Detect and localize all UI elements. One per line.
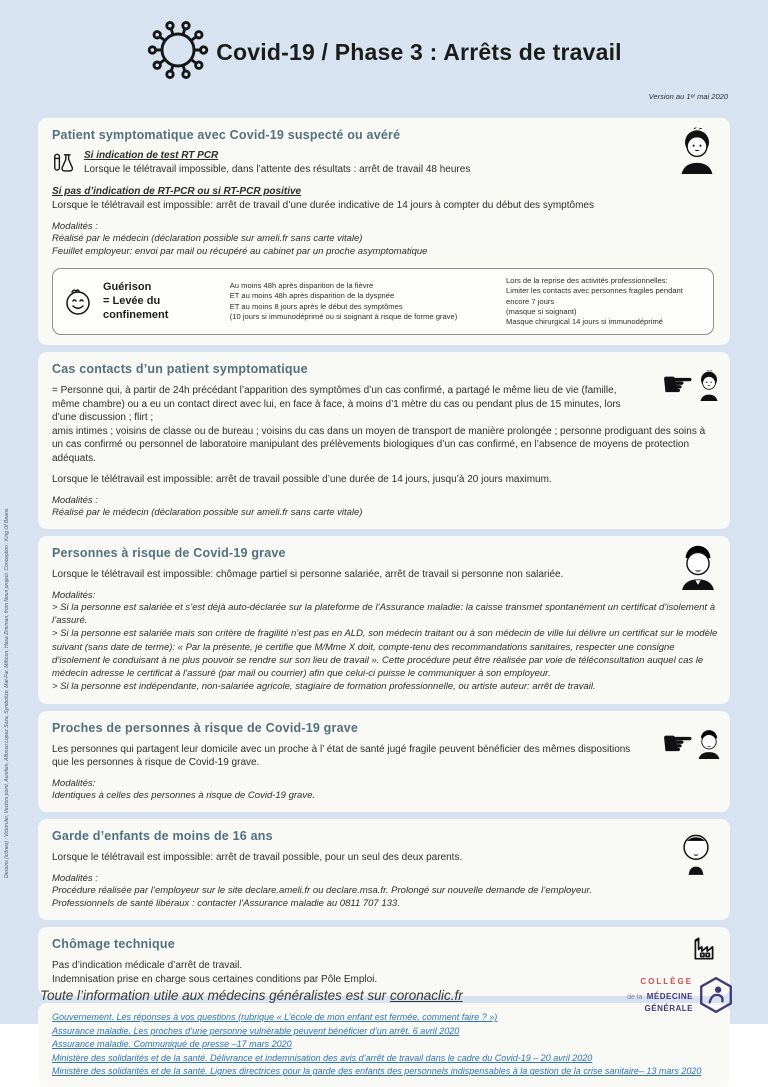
card-relatives-of-at-risk	[38, 711, 730, 812]
girl-face-icon	[674, 827, 718, 880]
recovery-criteria	[230, 281, 496, 322]
pointing-hand-icon: ☛	[660, 366, 695, 405]
modalites-lines	[52, 601, 718, 694]
elderly-face-icon	[678, 544, 718, 595]
modalites-line: Identiques à celles des personnes à risque de Covid-19 grave.	[52, 789, 315, 801]
credits-vertical-text: Dessins (icônes) : Victoruler, Vectors point, Aurelien, Alfonso Lopez Soza, Symbolize, Mat-Far, Mikicon, Hasa Zimiman, from Noun project. Conception : King Of Beans.	[4, 507, 10, 878]
card-title: Patient symptomatique avec Covid-19 suspecté ou avéré	[52, 128, 401, 142]
coronaclic-link[interactable]: coronaclic.fr	[389, 987, 463, 1003]
card-title: Garde d’enfants de moins de 16 ans	[52, 829, 273, 844]
pcr-indication-heading: Si indication de test RT PCR	[84, 150, 219, 161]
card-childcare	[38, 819, 730, 920]
reference-link[interactable]: Ministère des solidarités et de la santé. Délivrance et indemnisation des avis d’arrêt de travail dans le cadre du Covid-19 – 20 avril 2020	[52, 1052, 593, 1063]
lab-test-icon	[52, 151, 76, 177]
modalites-lines	[52, 232, 718, 259]
modalites-lines	[52, 506, 718, 519]
relatives-rule: Les personnes qui partagent leur domicile avec un proche à l’ état de santé jugé fragile peuvent bénéficier des mêmes dispositions que les personnes à risque de Covid-19 grave.	[52, 743, 631, 769]
at-risk-rule: Lorsque le télétravail est impossible: chômage partiel si personne salariée, arrêt de travail si personne non salariée.	[52, 569, 564, 581]
childcare-rule: Lorsque le télétravail est impossible: arrêt de travail possible, pour un seul des deux parents.	[52, 852, 463, 864]
modalites-label: Modalités:	[52, 589, 96, 601]
recovery-return-rules	[506, 276, 703, 327]
contact-definition-1: = Personne qui, à partir de 24h précédant l’apparition des symptômes d’un cas confirmé, a partagé le même lieu de vie (famille, même chambre) ou a eu un contact direct avec lui, en face à face, à moins d’1 mètre du cas ou pendant plus de 15 minutes, lors d’une discussion ; flirt ;	[52, 385, 621, 424]
page-footer	[0, 972, 768, 1024]
no-pcr-heading: Si pas d’indication de RT-PCR ou si RT-PCR positive	[52, 186, 302, 197]
hexagon-person-icon	[698, 976, 734, 1014]
technical-line: Pas d’indication médicale d’arrêt de travail.	[52, 960, 243, 972]
pcr-indication-body: Lorsque le télétravail impossible, dans l’attente des résultats : arrêt de travail 48 heures	[84, 164, 471, 175]
pointing-hand-and-boy-face-icon	[661, 366, 722, 404]
cards-column	[38, 118, 730, 1087]
modalites-block	[52, 778, 718, 802]
pointing-hand-icon: ☛	[660, 724, 695, 763]
college-medecine-generale-logo	[627, 976, 734, 1014]
modalites-label: Modalités :	[52, 494, 98, 506]
card-title: Personnes à risque de Covid-19 grave	[52, 546, 286, 561]
card-contact-cases	[38, 352, 730, 529]
modalites-block	[52, 221, 718, 259]
modalites-block	[52, 495, 718, 519]
recovery-title: Guérison = Levée du confinement	[103, 281, 169, 321]
recovery-return-line: (masque si soignant)	[506, 306, 577, 316]
modalites-block	[52, 590, 718, 694]
modalites-line: Réalisé par le médecin (déclaration possible sur ameli.fr sans carte vitale)	[52, 232, 363, 244]
modalites-block	[52, 873, 718, 911]
modalites-line: Professionnels de santé libéraux : contacter l’Assurance maladie au 0811 707 133.	[52, 897, 400, 909]
no-pcr-body: Lorsque le télétravail est impossible: arrêt de travail d’une durée indicative de 14 jours à compter du début des symptômes	[52, 200, 594, 211]
factory-icon	[690, 935, 718, 968]
reference-link[interactable]: Assurance maladie. Communiqué de presse –17 mars 2020	[52, 1039, 292, 1050]
modalites-line: > Si la personne est indépendante, non-salariée agricole, stagiaire de formation professionnelle, ou artiste auteur: arrêt de travail.	[52, 681, 596, 693]
recovery-box	[52, 268, 714, 335]
version-label: Version au 1ᵉʳ mai 2020	[648, 92, 728, 101]
reference-link[interactable]: Gouvernement. Les réponses à vos questions (rubrique « L’école de mon enfant est fermée, comment faire ? »)	[52, 1012, 498, 1023]
elderly-face-icon	[696, 729, 722, 759]
recovery-criteria-line: ET au moins 8 jours après le début des symptômes	[229, 301, 403, 311]
card-title: Proches de personnes à risque de Covid-19 grave	[52, 720, 359, 735]
coronavirus-icon	[146, 18, 210, 82]
page-title: Covid-19 / Phase 3 : Arrêts de travail	[216, 38, 622, 65]
card-symptomatic-patient	[38, 118, 730, 345]
card-title: Chômage technique	[52, 937, 175, 952]
reference-link[interactable]: Assurance maladie. Les proches d’une personne vulnérable peuvent bénéficier d’un arrêt. 6 avril 2020	[52, 1025, 460, 1036]
contact-rule: Lorsque le télétravail est impossible: arrêt de travail possible d’une durée de 14 jours, jusqu’à 20 jours maximum.	[52, 474, 552, 486]
card-at-risk-persons	[38, 536, 730, 704]
logo-text: COLLÈGE de la MÉDECINE GÉNÉRALE	[627, 976, 693, 1014]
technical-line: Indemnisation prise en charge sous certaines conditions par Pôle Emploi.	[52, 973, 378, 985]
smiling-face-icon	[63, 286, 93, 318]
contact-definition-2: amis intimes ; voisins de classe ou de bureau ; voisins du cas dans un moyen de transport de manière prolongée ; personne prodiguant des soins à un cas confirmé ou personnel de laboratoire manipulant des prélèvements biologiques d’un cas confirmé, en l’absence de moyens de protection adéquats.	[52, 425, 706, 464]
footer-text: Toute l’information utile aux médecins généralistes est sur coronaclic.fr	[40, 987, 463, 1003]
recovery-criteria-line: (10 jours si immunodéprimé ou si soignant à risque de forme grave)	[229, 311, 458, 321]
modalites-label: Modalités :	[52, 872, 98, 884]
modalites-label: Modalités :	[52, 220, 98, 232]
recovery-return-line: Lors de la reprise des activités professionnelles:	[506, 276, 668, 286]
reference-link[interactable]: Ministère des solidarités et de la santé. Lignes directrices pour la garde des enfants des personnels indispensables à la gestion de la crise sanitaire– 13 mars 2020	[52, 1066, 702, 1077]
modalites-line: Réalisé par le médecin (déclaration possible sur ameli.fr sans carte vitale)	[52, 506, 363, 518]
modalites-line: > Si la personne est salariée et s’est déjà auto-déclarée sur la plateforme de l’Assurance maladie: la caisse transmet spontanément un certificat d’isolement à l’assuré.	[52, 601, 715, 626]
page-header	[0, 0, 768, 82]
modalites-line: Feuillet employeur: envoi par mail ou récupéré au cabinet par un proche asymptomatique	[52, 245, 428, 257]
boy-face-icon	[676, 126, 718, 179]
modalites-lines	[52, 884, 718, 911]
card-title: Cas contacts d’un patient symptomatique	[52, 362, 308, 377]
boy-face-icon	[696, 369, 722, 401]
modalites-lines	[52, 789, 718, 802]
modalites-label: Modalités:	[52, 777, 96, 789]
recovery-return-line: Masque chirurgical 14 jours si immunodéprimé	[506, 317, 664, 327]
pointing-hand-and-elderly-face-icon	[661, 725, 722, 763]
recovery-criteria-line: Au moins 48h après disparition de la fièvre	[229, 281, 374, 291]
recovery-return-line: Limiter les contacts avec personnes fragiles pendant encore 7 jours	[506, 286, 683, 306]
modalites-line: Procédure réalisée par l’employeur sur le site declare.ameli.fr ou declare.msa.fr. Prolongé sur nouvelle demande de l’employeur.	[52, 884, 593, 896]
modalites-line: > Si la personne est salariée mais son critère de fragilité n’est pas en ALD, son médecin traitant ou à son médecin de ville lui délivre un certificat sur le modèle suivant (sans date de terme): « Par la présente, je certifie que M/Mme X doit, compte-tenu des recommandations sanitaires, respecter une consigne d’isolement le conduisant à ne plus pouvoir se rendre sur son lieu de travail ». Cette procédure peut être réalisée par voie de téléconsultation auquel cas le médecin adresse le certificat à l’assuré (par mail ou courrier) afin que celui-ci puisse le communiquer à son employeur.	[52, 628, 718, 680]
recovery-criteria-line: ET au moins 48h après disparition de la dyspnée	[229, 291, 395, 301]
